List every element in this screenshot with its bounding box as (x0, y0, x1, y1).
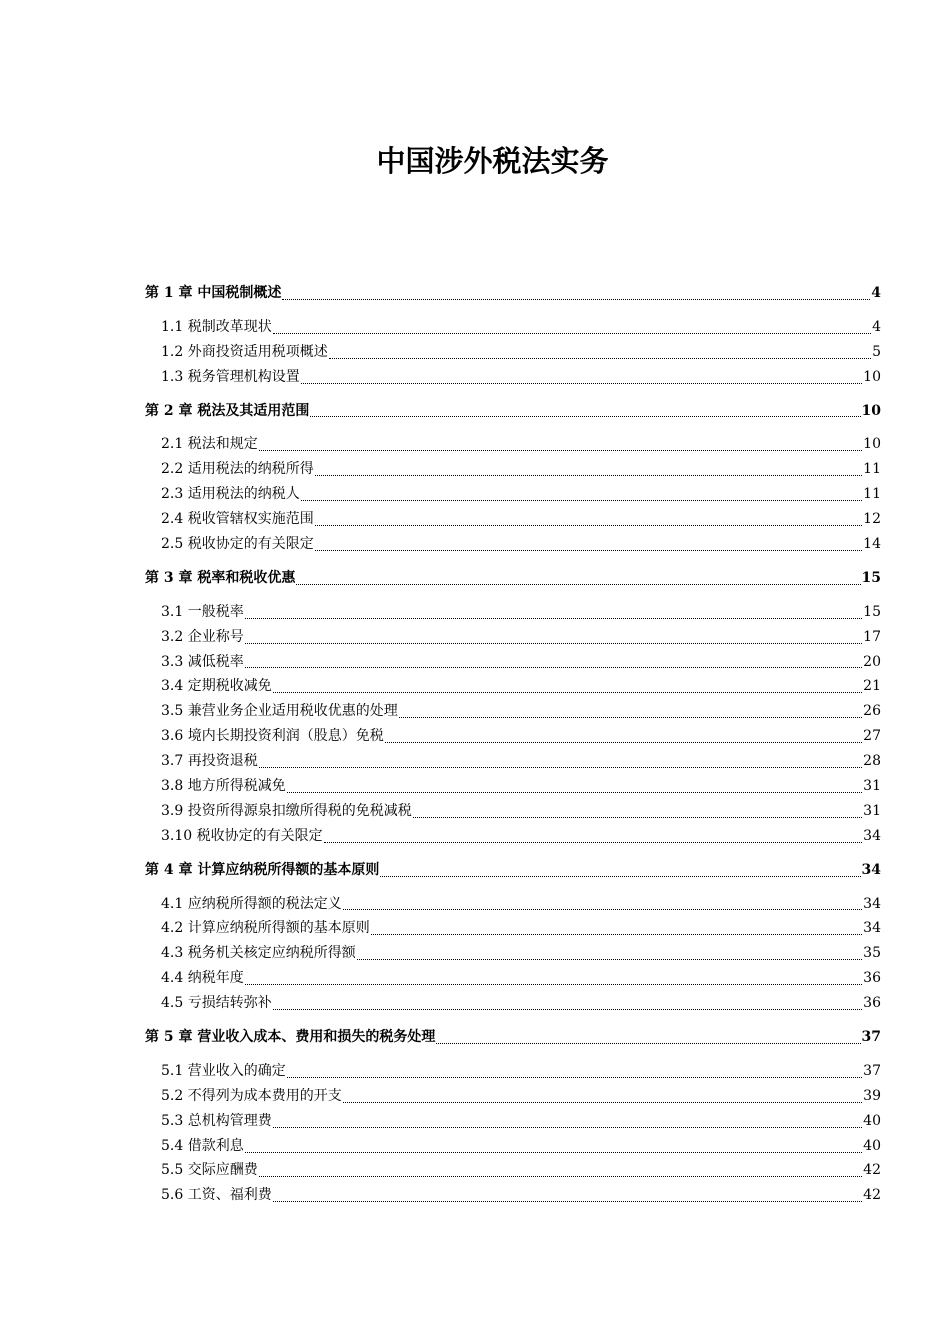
toc-dot-leader (315, 550, 862, 551)
toc-page-number: 12 (863, 511, 881, 528)
toc-dot-leader (385, 742, 862, 743)
toc-dot-leader (259, 450, 862, 451)
toc-entry-label: 2.3 适用税法的纳税人 (161, 486, 300, 503)
toc-page-number: 40 (863, 1137, 881, 1154)
toc-section-entry[interactable] (145, 507, 881, 532)
toc-section-entry[interactable] (145, 991, 881, 1016)
toc-section-entry[interactable] (145, 749, 881, 774)
toc-section-entry[interactable] (145, 625, 881, 650)
toc-page-number: 14 (863, 536, 881, 552)
toc-page-number: 31 (863, 778, 881, 795)
toc-section-entry[interactable] (145, 315, 881, 340)
toc-page-number: 10 (863, 368, 881, 385)
toc-dot-leader (245, 667, 862, 668)
toc-entry-label: 1.2 外商投资适用税项概述 (161, 343, 328, 360)
toc-page-number: 4 (872, 318, 881, 335)
document-title: 中国涉外税法实务 (376, 144, 609, 178)
toc-dot-leader (329, 358, 871, 359)
toc-entry-label: 3.2 企业称号 (161, 628, 244, 645)
toc-page-number: 31 (863, 802, 881, 819)
toc-page-number: 17 (863, 628, 881, 645)
toc-entry-label: 第 5 章 营业收入成本、费用和损失的税务处理 (145, 1029, 436, 1046)
toc-entry-label: 第 4 章 计算应纳税所得额的基本原则 (145, 861, 380, 878)
toc-entry-label: 1.3 税务管理机构设置 (161, 368, 300, 385)
toc-dot-leader (287, 1077, 862, 1078)
toc-page-number: 10 (861, 402, 881, 419)
toc-section-entry[interactable] (145, 365, 881, 390)
toc-entry-label: 2.1 税法和规定 (161, 436, 258, 453)
toc-section-entry[interactable] (145, 600, 881, 625)
toc-page-number: 28 (863, 753, 881, 770)
toc-dot-leader (399, 717, 862, 718)
toc-chapter-entry[interactable] (145, 566, 881, 591)
toc-page-number: 35 (863, 945, 881, 962)
toc-dot-leader (315, 475, 862, 476)
toc-entry-label: 2.4 税收管辖权实施范围 (161, 511, 314, 528)
toc-page-number: 42 (863, 1162, 881, 1179)
toc-section-entry[interactable] (145, 674, 881, 699)
toc-entry-label: 2.2 适用税法的纳税所得 (161, 461, 314, 478)
toc-section-entry[interactable] (145, 824, 881, 849)
toc-dot-leader (245, 643, 862, 644)
toc-page-number: 21 (863, 678, 881, 695)
toc-entry-label: 4.1 应纳税所得额的税法定义 (161, 895, 342, 912)
toc-section-entry[interactable] (145, 966, 881, 991)
toc-chapter-entry[interactable] (145, 281, 881, 306)
toc-section-entry[interactable] (145, 532, 881, 557)
toc-dot-leader (245, 1152, 862, 1153)
toc-entry-label: 5.1 营业收入的确定 (161, 1062, 286, 1079)
toc-dot-leader (282, 299, 870, 300)
toc-page-number: 37 (861, 1029, 881, 1046)
toc-entry-label: 5.6 工资、福利费 (161, 1187, 272, 1204)
toc-section-entry[interactable] (145, 799, 881, 824)
toc-page-number: 20 (863, 653, 881, 670)
toc-chapter-entry[interactable] (145, 1025, 881, 1050)
toc-section-entry[interactable] (145, 1134, 881, 1159)
toc-section-entry[interactable] (145, 892, 881, 917)
toc-dot-leader (273, 692, 862, 693)
toc-dot-leader (343, 909, 862, 910)
toc-dot-leader (273, 333, 871, 334)
toc-entry-label: 第 3 章 税率和税收优惠 (145, 569, 296, 586)
toc-dot-leader (245, 984, 862, 985)
toc-dot-leader (436, 1043, 860, 1044)
toc-dot-leader (343, 1102, 862, 1103)
toc-entry-label: 5.2 不得列为成本费用的开支 (161, 1087, 342, 1104)
toc-page-number: 39 (863, 1087, 881, 1104)
toc-chapter-entry[interactable] (145, 399, 881, 424)
toc-section-entry[interactable] (145, 941, 881, 966)
toc-section-entry[interactable] (145, 650, 881, 675)
toc-entry-label: 3.5 兼营业务企业适用税收优惠的处理 (161, 703, 398, 720)
toc-dot-leader (310, 416, 860, 417)
toc-dot-leader (371, 934, 862, 935)
toc-dot-leader (273, 1201, 862, 1202)
toc-entry-label: 4.4 纳税年度 (161, 970, 244, 987)
toc-dot-leader (245, 618, 862, 619)
toc-section-entry[interactable] (145, 774, 881, 799)
toc-entry-label: 5.3 总机构管理费 (161, 1112, 272, 1129)
toc-section-entry[interactable] (145, 1084, 881, 1109)
toc-dot-leader (357, 959, 862, 960)
toc-dot-leader (301, 383, 862, 384)
toc-section-entry[interactable] (145, 916, 881, 941)
toc-dot-leader (413, 817, 862, 818)
toc-page-number: 11 (863, 461, 881, 478)
toc-page-number: 36 (863, 995, 881, 1012)
toc-entry-label: 3.4 定期税收减免 (161, 678, 272, 695)
toc-entry-label: 2.5 税收协定的有关限定 (161, 536, 314, 552)
toc-section-entry[interactable] (145, 457, 881, 482)
toc-dot-leader (296, 584, 860, 585)
toc-entry-label: 4.3 税务机关核定应纳税所得额 (161, 945, 356, 962)
toc-page-number: 36 (863, 970, 881, 987)
toc-page-number: 15 (861, 569, 881, 586)
toc-entry-label: 3.3 减低税率 (161, 653, 244, 670)
toc-section-entry[interactable] (145, 1159, 881, 1184)
toc-dot-leader (324, 842, 863, 843)
toc-chapter-entry[interactable] (145, 858, 881, 883)
toc-dot-leader (380, 876, 860, 877)
toc-dot-leader (301, 500, 862, 501)
table-of-contents (145, 281, 881, 1208)
toc-section-entry[interactable] (145, 1109, 881, 1134)
toc-section-entry[interactable] (145, 340, 881, 365)
toc-page-number: 34 (863, 827, 881, 844)
toc-entry-label: 3.10 税收协定的有关限定 (161, 827, 323, 844)
toc-dot-leader (273, 1009, 862, 1010)
toc-entry-label: 5.4 借款利息 (161, 1137, 244, 1154)
toc-section-entry[interactable] (145, 699, 881, 724)
toc-dot-leader (287, 792, 862, 793)
toc-section-entry[interactable] (145, 1059, 881, 1084)
toc-page-number: 4 (871, 284, 881, 301)
toc-entry-label: 第 2 章 税法及其适用范围 (145, 402, 310, 419)
toc-section-entry[interactable] (145, 1183, 881, 1208)
toc-dot-leader (259, 767, 862, 768)
toc-section-entry[interactable] (145, 724, 881, 749)
toc-page-number: 15 (863, 603, 881, 620)
toc-dot-leader (259, 1176, 862, 1177)
toc-page-number: 27 (863, 728, 881, 745)
toc-dot-leader (315, 525, 862, 526)
toc-page-number: 26 (863, 703, 881, 720)
toc-section-entry[interactable] (145, 432, 881, 457)
toc-page-number: 34 (863, 920, 881, 937)
toc-page-number: 34 (863, 895, 881, 912)
toc-entry-label: 4.2 计算应纳税所得额的基本原则 (161, 920, 370, 937)
toc-page-number: 42 (863, 1187, 881, 1204)
toc-entry-label: 第 1 章 中国税制概述 (145, 284, 282, 301)
toc-entry-label: 5.5 交际应酬费 (161, 1162, 258, 1179)
toc-page-number: 37 (863, 1062, 881, 1079)
toc-page-number: 40 (863, 1112, 881, 1129)
toc-page-number: 10 (863, 436, 881, 453)
toc-page-number: 11 (863, 486, 881, 503)
toc-page-number: 5 (872, 343, 881, 360)
toc-entry-label: 3.6 境内长期投资利润（股息）免税 (161, 728, 384, 745)
toc-section-entry[interactable] (145, 482, 881, 507)
toc-entry-label: 3.8 地方所得税减免 (161, 778, 286, 795)
toc-entry-label: 3.7 再投资退税 (161, 753, 258, 770)
toc-entry-label: 1.1 税制改革现状 (161, 318, 272, 335)
toc-dot-leader (273, 1127, 862, 1128)
toc-entry-label: 3.1 一般税率 (161, 603, 244, 620)
toc-entry-label: 4.5 亏损结转弥补 (161, 995, 272, 1012)
toc-page-number: 34 (861, 861, 881, 878)
toc-entry-label: 3.9 投资所得源泉扣缴所得税的免税减税 (161, 802, 412, 819)
